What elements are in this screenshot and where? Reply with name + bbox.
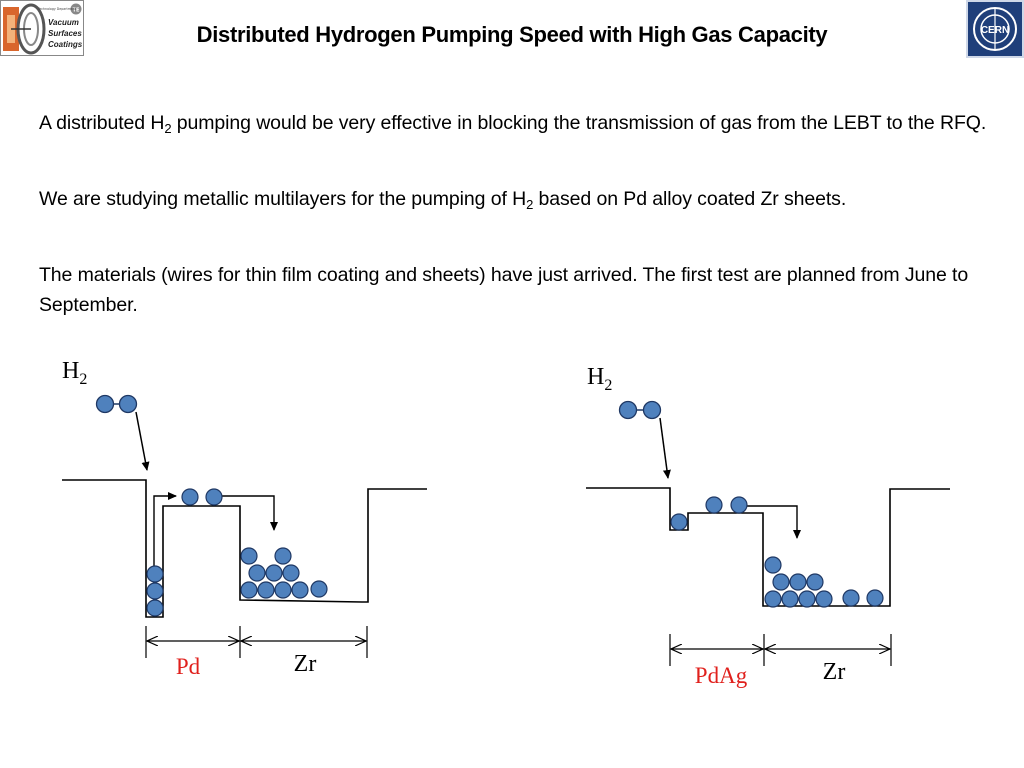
right-layer1-label: PdAg (694, 663, 748, 688)
right-diffusion-arrow-down (746, 506, 797, 538)
paragraph-2-text-b: based on Pd alloy coated Zr sheets. (533, 188, 847, 210)
paragraph-1-text-b: pumping would be very effective in blocking the transmission of gas from the LEBT to the RFQ. (171, 112, 987, 134)
logo-line-vacuum: Vacuum (48, 18, 79, 27)
left-incoming-molecule (97, 396, 137, 413)
left-gas-label-sub: 2 (79, 371, 88, 388)
paragraph-2-text-a: We are studying metallic multilayers for the pumping of H (39, 188, 527, 210)
left-layer1-label: Pd (175, 654, 201, 679)
paragraph-3-text-a: The materials (wires for thin film coating and sheets) have just arrived. The first test are planned from June to September. (39, 264, 969, 316)
left-surface-molecule (182, 489, 222, 505)
right-gas-label (587, 364, 612, 394)
cern-logo-text: CERN (980, 25, 1010, 36)
slide-title: Distributed Hydrogen Pumping Speed with High Gas Capacity (196, 22, 828, 47)
right-layer2-label: Zr (822, 659, 846, 685)
logo-line-surfaces: Surfaces (48, 29, 82, 38)
right-adsorption-arrow (660, 418, 668, 478)
left-diffusion-arrow-down (222, 496, 274, 530)
diagram-right (586, 364, 950, 688)
left-gas-label (62, 358, 87, 388)
right-gas-label-base: H (587, 364, 605, 390)
logo-line-coatings: Coatings (48, 40, 83, 49)
left-pd-atoms (147, 566, 163, 616)
left-gas-label-base: H (62, 358, 80, 384)
paragraph-2-subscript: 2 (526, 197, 534, 212)
logo-badge: TE (72, 7, 80, 14)
right-gas-label-sub: 2 (604, 377, 613, 394)
right-zr-atoms (765, 557, 883, 607)
diagram-left (62, 358, 427, 679)
left-layer2-label: Zr (293, 651, 317, 677)
right-surface-molecule (706, 497, 747, 513)
left-adsorption-arrow (136, 412, 147, 470)
paragraph-1-subscript: 2 (164, 121, 172, 136)
right-pdag-atom (671, 514, 687, 530)
logo-dept-text: Technology Department (37, 7, 77, 11)
left-zr-atoms (241, 548, 327, 598)
right-incoming-molecule (620, 402, 661, 419)
right-dimension-lines (670, 634, 891, 666)
paragraph-1-text-a: A distributed H (39, 112, 165, 134)
